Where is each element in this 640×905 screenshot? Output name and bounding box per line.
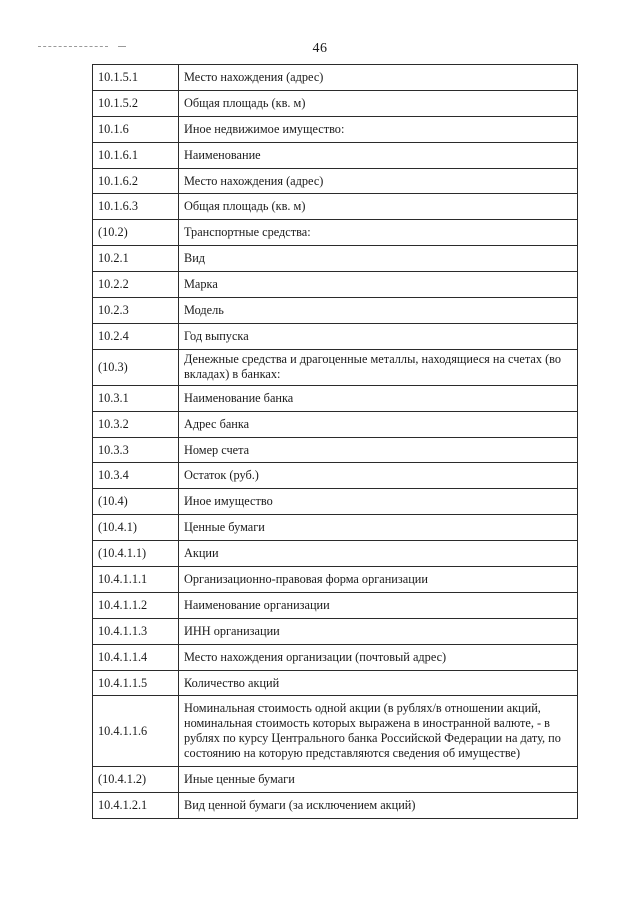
row-code: 10.4.1.1.5	[93, 670, 179, 696]
table-row	[93, 142, 578, 168]
table-row	[93, 220, 578, 246]
table-row	[93, 90, 578, 116]
row-label: Номер счета	[179, 437, 578, 463]
row-code: (10.4.1.1)	[93, 541, 179, 567]
row-code: 10.1.6.1	[93, 142, 179, 168]
row-label: Вид ценной бумаги (за исключением акций)	[179, 793, 578, 819]
table-row	[93, 385, 578, 411]
page-number: 46	[312, 41, 328, 56]
row-label: Место нахождения (адрес)	[179, 65, 578, 91]
row-code: 10.4.1.1.3	[93, 618, 179, 644]
row-code: (10.4)	[93, 489, 179, 515]
row-code: 10.3.4	[93, 463, 179, 489]
table-row	[93, 437, 578, 463]
row-code: 10.1.5.2	[93, 90, 179, 116]
table-row	[93, 489, 578, 515]
row-label: Вид	[179, 246, 578, 272]
table-row	[93, 194, 578, 220]
table-row	[93, 246, 578, 272]
row-label: Остаток (руб.)	[179, 463, 578, 489]
row-code: (10.2)	[93, 220, 179, 246]
table-row	[93, 411, 578, 437]
row-code: 10.2.4	[93, 323, 179, 349]
row-code: 10.3.2	[93, 411, 179, 437]
row-label: Наименование	[179, 142, 578, 168]
row-code: 10.4.1.1.4	[93, 644, 179, 670]
row-label: Марка	[179, 272, 578, 298]
row-label: Денежные средства и драгоценные металлы, находящиеся на счетах (во вкладах) в банках:	[179, 349, 578, 385]
row-label: Иное имущество	[179, 489, 578, 515]
table-row	[93, 767, 578, 793]
row-label: Место нахождения (адрес)	[179, 168, 578, 194]
table-row	[93, 323, 578, 349]
row-code: 10.4.1.2.1	[93, 793, 179, 819]
row-label: Модель	[179, 298, 578, 324]
table-row	[93, 116, 578, 142]
row-label: Год выпуска	[179, 323, 578, 349]
table-row	[93, 298, 578, 324]
row-label: ИНН организации	[179, 618, 578, 644]
table-row	[93, 592, 578, 618]
row-code: 10.2.3	[93, 298, 179, 324]
row-label: Транспортные средства:	[179, 220, 578, 246]
row-code: (10.4.1.2)	[93, 767, 179, 793]
row-code: (10.3)	[93, 349, 179, 385]
row-label: Наименование банка	[179, 385, 578, 411]
row-label: Номинальная стоимость одной акции (в рублях/в отношении акций, номинальная стоимость которых выражена в иностранной валюте, - в рублях по курсу Центрального банка Российской Федерации на дату, по состоянию на которую представляются сведения об имуществе)	[179, 696, 578, 767]
table-row	[93, 618, 578, 644]
row-code: 10.1.6.3	[93, 194, 179, 220]
row-code: 10.2.2	[93, 272, 179, 298]
table-row	[93, 515, 578, 541]
row-code: 10.1.6	[93, 116, 179, 142]
row-label: Адрес банка	[179, 411, 578, 437]
table-row	[93, 793, 578, 819]
row-label: Общая площадь (кв. м)	[179, 90, 578, 116]
row-label: Организационно-правовая форма организации	[179, 567, 578, 593]
row-code: 10.4.1.1.2	[93, 592, 179, 618]
row-label: Общая площадь (кв. м)	[179, 194, 578, 220]
row-label: Иное недвижимое имущество:	[179, 116, 578, 142]
row-label: Ценные бумаги	[179, 515, 578, 541]
table-row	[93, 463, 578, 489]
row-code: (10.4.1)	[93, 515, 179, 541]
table-row	[93, 65, 578, 91]
property-table	[92, 64, 578, 819]
table-row	[93, 541, 578, 567]
table-row	[93, 696, 578, 767]
row-code: 10.3.3	[93, 437, 179, 463]
table-row	[93, 272, 578, 298]
row-label: Количество акций	[179, 670, 578, 696]
row-code: 10.2.1	[93, 246, 179, 272]
row-label: Наименование организации	[179, 592, 578, 618]
row-code: 10.4.1.1.6	[93, 696, 179, 767]
row-label: Акции	[179, 541, 578, 567]
row-label: Иные ценные бумаги	[179, 767, 578, 793]
row-code: 10.1.5.1	[93, 65, 179, 91]
table-row	[93, 670, 578, 696]
row-code: 10.4.1.1.1	[93, 567, 179, 593]
table-row	[93, 567, 578, 593]
table-row	[93, 168, 578, 194]
row-code: 10.1.6.2	[93, 168, 179, 194]
row-label: Место нахождения организации (почтовый адрес)	[179, 644, 578, 670]
table-row	[93, 644, 578, 670]
table-row	[93, 349, 578, 385]
row-code: 10.3.1	[93, 385, 179, 411]
